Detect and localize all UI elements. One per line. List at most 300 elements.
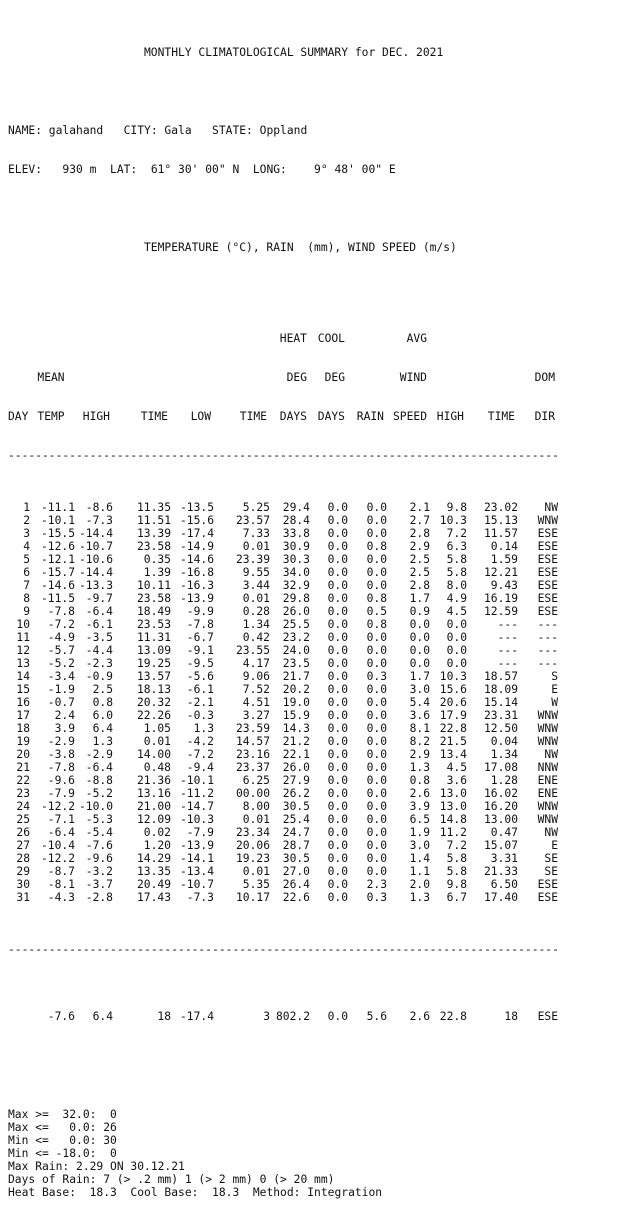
- heat-deg-days-cell: HEAT: [279, 332, 307, 345]
- wind-high-cell: 5.8: [446, 553, 467, 566]
- high-time-cell: 0.02: [143, 826, 171, 839]
- day-cell: 14: [16, 670, 30, 683]
- heat-deg-days-cell: 24.7: [282, 826, 310, 839]
- mean-temp-cell: 2.4: [54, 709, 75, 722]
- day-cell: DAY: [8, 410, 29, 423]
- dom-dir-cell: ---: [537, 657, 558, 670]
- wind-high-cell: 4.5: [446, 761, 467, 774]
- wind-time-cell: 18: [504, 1010, 518, 1023]
- cool-deg-days-cell: 0.0: [327, 735, 348, 748]
- wind-time-cell: 12.50: [483, 722, 518, 735]
- wind-high-cell: 5.8: [446, 852, 467, 865]
- rain-cell: 0.0: [366, 735, 387, 748]
- table-row: [8, 540, 616, 553]
- wind-time-cell: 23.31: [483, 709, 518, 722]
- summary-block: [8, 1108, 616, 1199]
- mean-temp-cell: 3.9: [54, 722, 75, 735]
- summary-line: Max >= 32.0: 0: [8, 1108, 117, 1121]
- high-time-cell: TIME: [140, 410, 168, 423]
- mean-temp-cell: -12.6: [40, 540, 75, 553]
- mean-temp-cell: -1.9: [47, 683, 75, 696]
- wind-high-cell: 7.2: [446, 839, 467, 852]
- wind-time-cell: ---: [497, 657, 518, 670]
- low-time-cell: 4.51: [242, 696, 270, 709]
- cool-deg-days-cell: 0.0: [327, 670, 348, 683]
- day-cell: 17: [16, 709, 30, 722]
- dom-dir-cell: ESE: [537, 605, 558, 618]
- low-time-cell: 23.59: [235, 722, 270, 735]
- low-cell: -6.7: [186, 631, 214, 644]
- day-cell: 10: [16, 618, 30, 631]
- table-row: [8, 566, 616, 579]
- dom-dir-cell: WNW: [537, 722, 558, 735]
- wind-high-cell: 21.5: [439, 735, 467, 748]
- day-cell: 12: [16, 644, 30, 657]
- dom-dir-cell: ESE: [537, 540, 558, 553]
- table-row: [8, 670, 616, 683]
- mean-temp-cell: -10.4: [40, 839, 75, 852]
- mean-temp-cell: -12.2: [40, 800, 75, 813]
- rain-cell: 0.0: [366, 813, 387, 826]
- mean-temp-cell: -4.3: [47, 891, 75, 904]
- rain-cell: 0.0: [366, 644, 387, 657]
- rain-cell: 0.0: [366, 579, 387, 592]
- low-cell: -6.1: [186, 683, 214, 696]
- day-cell: 13: [16, 657, 30, 670]
- low-cell: -11.2: [179, 787, 214, 800]
- rain-cell: 0.8: [366, 540, 387, 553]
- dom-dir-cell: ---: [537, 618, 558, 631]
- heat-deg-days-cell: DEG: [286, 371, 307, 384]
- mean-temp-cell: -7.8: [47, 605, 75, 618]
- low-cell: -9.9: [186, 605, 214, 618]
- low-cell: -13.5: [179, 501, 214, 514]
- cool-deg-days-cell: 0.0: [327, 826, 348, 839]
- summary-line: Heat Base: 18.3 Cool Base: 18.3 Method: Integration: [8, 1186, 383, 1199]
- dom-dir-cell: NW: [544, 826, 558, 839]
- low-time-cell: 3: [263, 1010, 270, 1023]
- high-time-cell: 19.25: [136, 657, 171, 670]
- day-cell: 2: [23, 514, 30, 527]
- low-time-cell: 1.34: [242, 618, 270, 631]
- low-time-cell: 23.39: [235, 553, 270, 566]
- avg-wind-speed-cell: 3.0: [409, 839, 430, 852]
- high-cell: -14.4: [78, 527, 113, 540]
- low-cell: -7.3: [186, 891, 214, 904]
- high-cell: -2.3: [85, 657, 113, 670]
- low-cell: -9.5: [186, 657, 214, 670]
- high-time-cell: 23.58: [136, 592, 171, 605]
- rain-cell: 0.0: [366, 566, 387, 579]
- header-row-2: [8, 371, 616, 384]
- cool-deg-days-cell: 0.0: [327, 722, 348, 735]
- table-row: [8, 774, 616, 787]
- low-cell: -17.4: [179, 1010, 214, 1023]
- dom-dir-cell: S: [551, 670, 558, 683]
- avg-wind-speed-cell: 2.8: [409, 527, 430, 540]
- table-row: [8, 618, 616, 631]
- wind-high-cell: 13.0: [439, 787, 467, 800]
- avg-wind-speed-cell: 2.5: [409, 553, 430, 566]
- high-time-cell: 11.35: [136, 501, 171, 514]
- wind-time-cell: 15.07: [483, 839, 518, 852]
- high-cell: -14.4: [78, 566, 113, 579]
- wind-time-cell: 15.13: [483, 514, 518, 527]
- dom-dir-cell: NW: [544, 501, 558, 514]
- high-time-cell: 11.31: [136, 631, 171, 644]
- avg-wind-speed-cell: 5.4: [409, 696, 430, 709]
- avg-wind-speed-cell: 1.9: [409, 826, 430, 839]
- dom-dir-cell: ---: [537, 631, 558, 644]
- cool-deg-days-cell: 0.0: [327, 774, 348, 787]
- avg-wind-speed-cell: AVG: [406, 332, 427, 345]
- avg-wind-speed-cell: 2.1: [409, 501, 430, 514]
- rain-cell: 0.0: [366, 696, 387, 709]
- heat-deg-days-cell: 28.4: [282, 514, 310, 527]
- heat-deg-days-cell: 24.0: [282, 644, 310, 657]
- heat-deg-days-cell: 30.3: [282, 553, 310, 566]
- avg-wind-speed-cell: 0.0: [409, 644, 430, 657]
- avg-wind-speed-cell: 3.6: [409, 709, 430, 722]
- day-cell: 24: [16, 800, 30, 813]
- high-cell: -10.0: [78, 800, 113, 813]
- dom-dir-cell: ---: [537, 644, 558, 657]
- high-time-cell: 18.49: [136, 605, 171, 618]
- dom-dir-cell: WNW: [537, 813, 558, 826]
- high-time-cell: 0.48: [143, 761, 171, 774]
- wind-time-cell: 0.04: [490, 735, 518, 748]
- mean-temp-cell: MEAN: [37, 371, 65, 384]
- high-cell: 6.4: [92, 1010, 113, 1023]
- units-subtitle-text: TEMPERATURE (°C), RAIN (mm), WIND SPEED (m/s): [144, 241, 457, 254]
- rain-cell: RAIN: [356, 410, 384, 423]
- rain-cell: 0.0: [366, 514, 387, 527]
- high-time-cell: 11.51: [136, 514, 171, 527]
- high-cell: 1.3: [92, 735, 113, 748]
- cool-deg-days-cell: 0.0: [327, 540, 348, 553]
- cool-deg-days-cell: 0.0: [327, 839, 348, 852]
- high-cell: -4.4: [85, 644, 113, 657]
- low-time-cell: 14.57: [235, 735, 270, 748]
- heat-deg-days-cell: 28.7: [282, 839, 310, 852]
- cool-deg-days-cell: 0.0: [327, 514, 348, 527]
- climate-summary-report: [8, 12, 616, 1212]
- cool-deg-days-cell: DAYS: [317, 410, 345, 423]
- high-cell: -5.3: [85, 813, 113, 826]
- rain-cell: 0.0: [366, 852, 387, 865]
- heat-deg-days-cell: 32.9: [282, 579, 310, 592]
- high-cell: -2.9: [85, 748, 113, 761]
- high-cell: -6.4: [85, 605, 113, 618]
- avg-wind-speed-cell: 1.1: [409, 865, 430, 878]
- high-time-cell: 14.29: [136, 852, 171, 865]
- cool-deg-days-cell: 0.0: [327, 683, 348, 696]
- rain-cell: 0.3: [366, 891, 387, 904]
- heat-deg-days-cell: 33.8: [282, 527, 310, 540]
- avg-wind-speed-cell: 0.9: [409, 605, 430, 618]
- wind-time-cell: TIME: [487, 410, 515, 423]
- heat-deg-days-cell: 23.5: [282, 657, 310, 670]
- rain-cell: 0.0: [366, 800, 387, 813]
- wind-time-cell: 1.59: [490, 553, 518, 566]
- heat-deg-days-cell: 21.2: [282, 735, 310, 748]
- dom-dir-cell: ESE: [537, 878, 558, 891]
- wind-high-cell: 6.7: [446, 891, 467, 904]
- high-time-cell: 21.00: [136, 800, 171, 813]
- high-cell: -3.2: [85, 865, 113, 878]
- cool-deg-days-cell: 0.0: [327, 592, 348, 605]
- low-time-cell: 19.23: [235, 852, 270, 865]
- mean-temp-cell: TEMP: [37, 410, 65, 423]
- cool-deg-days-cell: 0.0: [327, 1010, 348, 1023]
- high-cell: -5.2: [85, 787, 113, 800]
- day-cell: 6: [23, 566, 30, 579]
- avg-wind-speed-cell: 2.5: [409, 566, 430, 579]
- summary-line: Max <= 0.0: 26: [8, 1121, 117, 1134]
- high-cell: -7.3: [85, 514, 113, 527]
- low-time-cell: 0.28: [242, 605, 270, 618]
- wind-time-cell: 0.14: [490, 540, 518, 553]
- high-cell: -5.4: [85, 826, 113, 839]
- rain-cell: 0.0: [366, 553, 387, 566]
- heat-deg-days-cell: 25.4: [282, 813, 310, 826]
- mean-temp-cell: -14.6: [40, 579, 75, 592]
- rain-cell: 0.0: [366, 774, 387, 787]
- separator-bottom: ---------------------------------------------------------------------------------: [8, 943, 559, 956]
- heat-deg-days-cell: 29.8: [282, 592, 310, 605]
- day-cell: 19: [16, 735, 30, 748]
- heat-deg-days-cell: 26.2: [282, 787, 310, 800]
- day-cell: 25: [16, 813, 30, 826]
- low-cell: -10.1: [179, 774, 214, 787]
- table-row: [8, 748, 616, 761]
- wind-high-cell: 14.8: [439, 813, 467, 826]
- low-cell: -14.7: [179, 800, 214, 813]
- rain-cell: 2.3: [366, 878, 387, 891]
- wind-high-cell: 11.2: [439, 826, 467, 839]
- day-cell: 5: [23, 553, 30, 566]
- high-time-cell: 13.57: [136, 670, 171, 683]
- low-time-cell: 9.55: [242, 566, 270, 579]
- wind-high-cell: 9.8: [446, 878, 467, 891]
- table-row: [8, 644, 616, 657]
- wind-time-cell: ---: [497, 618, 518, 631]
- avg-wind-speed-cell: 1.7: [409, 670, 430, 683]
- mean-temp-cell: -9.6: [47, 774, 75, 787]
- high-time-cell: 1.05: [143, 722, 171, 735]
- avg-wind-speed-cell: 3.9: [409, 800, 430, 813]
- day-cell: 7: [23, 579, 30, 592]
- cool-deg-days-cell: 0.0: [327, 579, 348, 592]
- avg-wind-speed-cell: 0.0: [409, 618, 430, 631]
- high-cell: 6.0: [92, 709, 113, 722]
- low-time-cell: 23.57: [235, 514, 270, 527]
- table-row: [8, 553, 616, 566]
- wind-high-cell: 4.9: [446, 592, 467, 605]
- table-row: [8, 709, 616, 722]
- cool-deg-days-cell: 0.0: [327, 865, 348, 878]
- high-time-cell: 23.53: [136, 618, 171, 631]
- table-row: [8, 761, 616, 774]
- wind-high-cell: 22.8: [439, 1010, 467, 1023]
- wind-high-cell: 5.8: [446, 865, 467, 878]
- mean-temp-cell: -8.1: [47, 878, 75, 891]
- high-cell: -10.7: [78, 540, 113, 553]
- cool-deg-days-cell: 0.0: [327, 852, 348, 865]
- low-time-cell: 5.35: [242, 878, 270, 891]
- heat-deg-days-cell: 20.2: [282, 683, 310, 696]
- heat-deg-days-cell: 26.0: [282, 605, 310, 618]
- wind-time-cell: ---: [497, 631, 518, 644]
- avg-wind-speed-cell: 2.0: [409, 878, 430, 891]
- low-cell: -10.3: [179, 813, 214, 826]
- low-time-cell: 0.01: [242, 813, 270, 826]
- table-row: [8, 501, 616, 514]
- rain-cell: 0.8: [366, 618, 387, 631]
- dom-dir-cell: E: [551, 683, 558, 696]
- wind-time-cell: 1.34: [490, 748, 518, 761]
- day-cell: 20: [16, 748, 30, 761]
- rain-cell: 0.8: [366, 592, 387, 605]
- mean-temp-cell: -7.9: [47, 787, 75, 800]
- avg-wind-speed-cell: 6.5: [409, 813, 430, 826]
- summary-line: Min <= 0.0: 30: [8, 1134, 117, 1147]
- low-cell: -13.9: [179, 592, 214, 605]
- separator-top: ---------------------------------------------------------------------------------: [8, 449, 559, 462]
- dom-dir-cell: ESE: [537, 1010, 558, 1023]
- table-row: [8, 514, 616, 527]
- high-time-cell: 13.16: [136, 787, 171, 800]
- table-row: [8, 735, 616, 748]
- avg-wind-speed-cell: 8.2: [409, 735, 430, 748]
- heat-deg-days-cell: 14.3: [282, 722, 310, 735]
- low-cell: -10.7: [179, 878, 214, 891]
- table-row: [8, 865, 616, 878]
- wind-time-cell: 6.50: [490, 878, 518, 891]
- day-cell: 16: [16, 696, 30, 709]
- cool-deg-days-cell: 0.0: [327, 566, 348, 579]
- wind-time-cell: 16.02: [483, 787, 518, 800]
- cool-deg-days-cell: DEG: [324, 371, 345, 384]
- rain-cell: 0.0: [366, 865, 387, 878]
- heat-deg-days-cell: 802.2: [275, 1010, 310, 1023]
- table-row: [8, 878, 616, 891]
- heat-deg-days-cell: 30.5: [282, 800, 310, 813]
- high-time-cell: 0.35: [143, 553, 171, 566]
- heat-deg-days-cell: 15.9: [282, 709, 310, 722]
- station-line-2: ELEV: 930 m LAT: 61° 30' 00" N LONG: 9° 48' 00" E: [8, 163, 396, 176]
- dom-dir-cell: ESE: [537, 553, 558, 566]
- day-cell: 4: [23, 540, 30, 553]
- high-time-cell: 23.58: [136, 540, 171, 553]
- wind-time-cell: 3.31: [490, 852, 518, 865]
- wind-high-cell: 13.4: [439, 748, 467, 761]
- cool-deg-days-cell: 0.0: [327, 501, 348, 514]
- wind-high-cell: 17.9: [439, 709, 467, 722]
- low-time-cell: 23.34: [235, 826, 270, 839]
- wind-high-cell: 10.3: [439, 670, 467, 683]
- cool-deg-days-cell: 0.0: [327, 800, 348, 813]
- day-cell: 31: [16, 891, 30, 904]
- day-cell: 3: [23, 527, 30, 540]
- wind-time-cell: 18.09: [483, 683, 518, 696]
- avg-wind-speed-cell: 3.0: [409, 683, 430, 696]
- rain-cell: 0.0: [366, 722, 387, 735]
- rain-cell: 0.0: [366, 826, 387, 839]
- avg-wind-speed-cell: 1.4: [409, 852, 430, 865]
- low-time-cell: 7.52: [242, 683, 270, 696]
- low-time-cell: 23.37: [235, 761, 270, 774]
- mean-temp-cell: -11.5: [40, 592, 75, 605]
- report-title-text: MONTHLY CLIMATOLOGICAL SUMMARY for DEC. 2021: [144, 46, 444, 59]
- cool-deg-days-cell: 0.0: [327, 657, 348, 670]
- low-time-cell: 23.16: [235, 748, 270, 761]
- high-cell: -9.7: [85, 592, 113, 605]
- wind-high-cell: 8.0: [446, 579, 467, 592]
- low-time-cell: 5.25: [242, 501, 270, 514]
- dom-dir-cell: SE: [544, 865, 558, 878]
- dom-dir-cell: SE: [544, 852, 558, 865]
- heat-deg-days-cell: 26.0: [282, 761, 310, 774]
- avg-wind-speed-cell: 2.8: [409, 579, 430, 592]
- wind-time-cell: 13.00: [483, 813, 518, 826]
- mean-temp-cell: -12.1: [40, 553, 75, 566]
- avg-wind-speed-cell: 2.6: [409, 787, 430, 800]
- station-line-1: NAME: galahand CITY: Gala STATE: Oppland: [8, 124, 308, 137]
- wind-high-cell: 5.8: [446, 566, 467, 579]
- table-row: [8, 631, 616, 644]
- wind-high-cell: 9.8: [446, 501, 467, 514]
- low-time-cell: 00.00: [235, 787, 270, 800]
- rain-cell: 0.3: [366, 670, 387, 683]
- day-cell: 21: [16, 761, 30, 774]
- wind-time-cell: 16.20: [483, 800, 518, 813]
- wind-time-cell: 12.59: [483, 605, 518, 618]
- high-cell: -7.6: [85, 839, 113, 852]
- dom-dir-cell: WNW: [537, 735, 558, 748]
- wind-high-cell: 7.2: [446, 527, 467, 540]
- table-row: [8, 657, 616, 670]
- dom-dir-cell: ESE: [537, 579, 558, 592]
- dom-dir-cell: ESE: [537, 527, 558, 540]
- wind-high-cell: 3.6: [446, 774, 467, 787]
- rain-cell: 0.0: [366, 631, 387, 644]
- dom-dir-cell: WNW: [537, 514, 558, 527]
- dom-dir-cell: DOM: [534, 371, 555, 384]
- low-cell: -5.6: [186, 670, 214, 683]
- day-cell: 26: [16, 826, 30, 839]
- heat-deg-days-cell: 22.6: [282, 891, 310, 904]
- heat-deg-days-cell: 30.5: [282, 852, 310, 865]
- low-time-cell: 23.55: [235, 644, 270, 657]
- dom-dir-cell: DIR: [534, 410, 555, 423]
- cool-deg-days-cell: 0.0: [327, 605, 348, 618]
- wind-high-cell: 0.0: [446, 631, 467, 644]
- day-cell: 9: [23, 605, 30, 618]
- mean-temp-cell: -7.2: [47, 618, 75, 631]
- cool-deg-days-cell: 0.0: [327, 891, 348, 904]
- totals-row: [8, 1010, 616, 1023]
- wind-high-cell: HIGH: [436, 410, 464, 423]
- low-cell: -9.1: [186, 644, 214, 657]
- low-cell: -9.4: [186, 761, 214, 774]
- table-row: [8, 826, 616, 839]
- high-cell: 2.5: [92, 683, 113, 696]
- low-time-cell: 8.00: [242, 800, 270, 813]
- wind-high-cell: 0.0: [446, 657, 467, 670]
- cool-deg-days-cell: 0.0: [327, 696, 348, 709]
- low-cell: -0.3: [186, 709, 214, 722]
